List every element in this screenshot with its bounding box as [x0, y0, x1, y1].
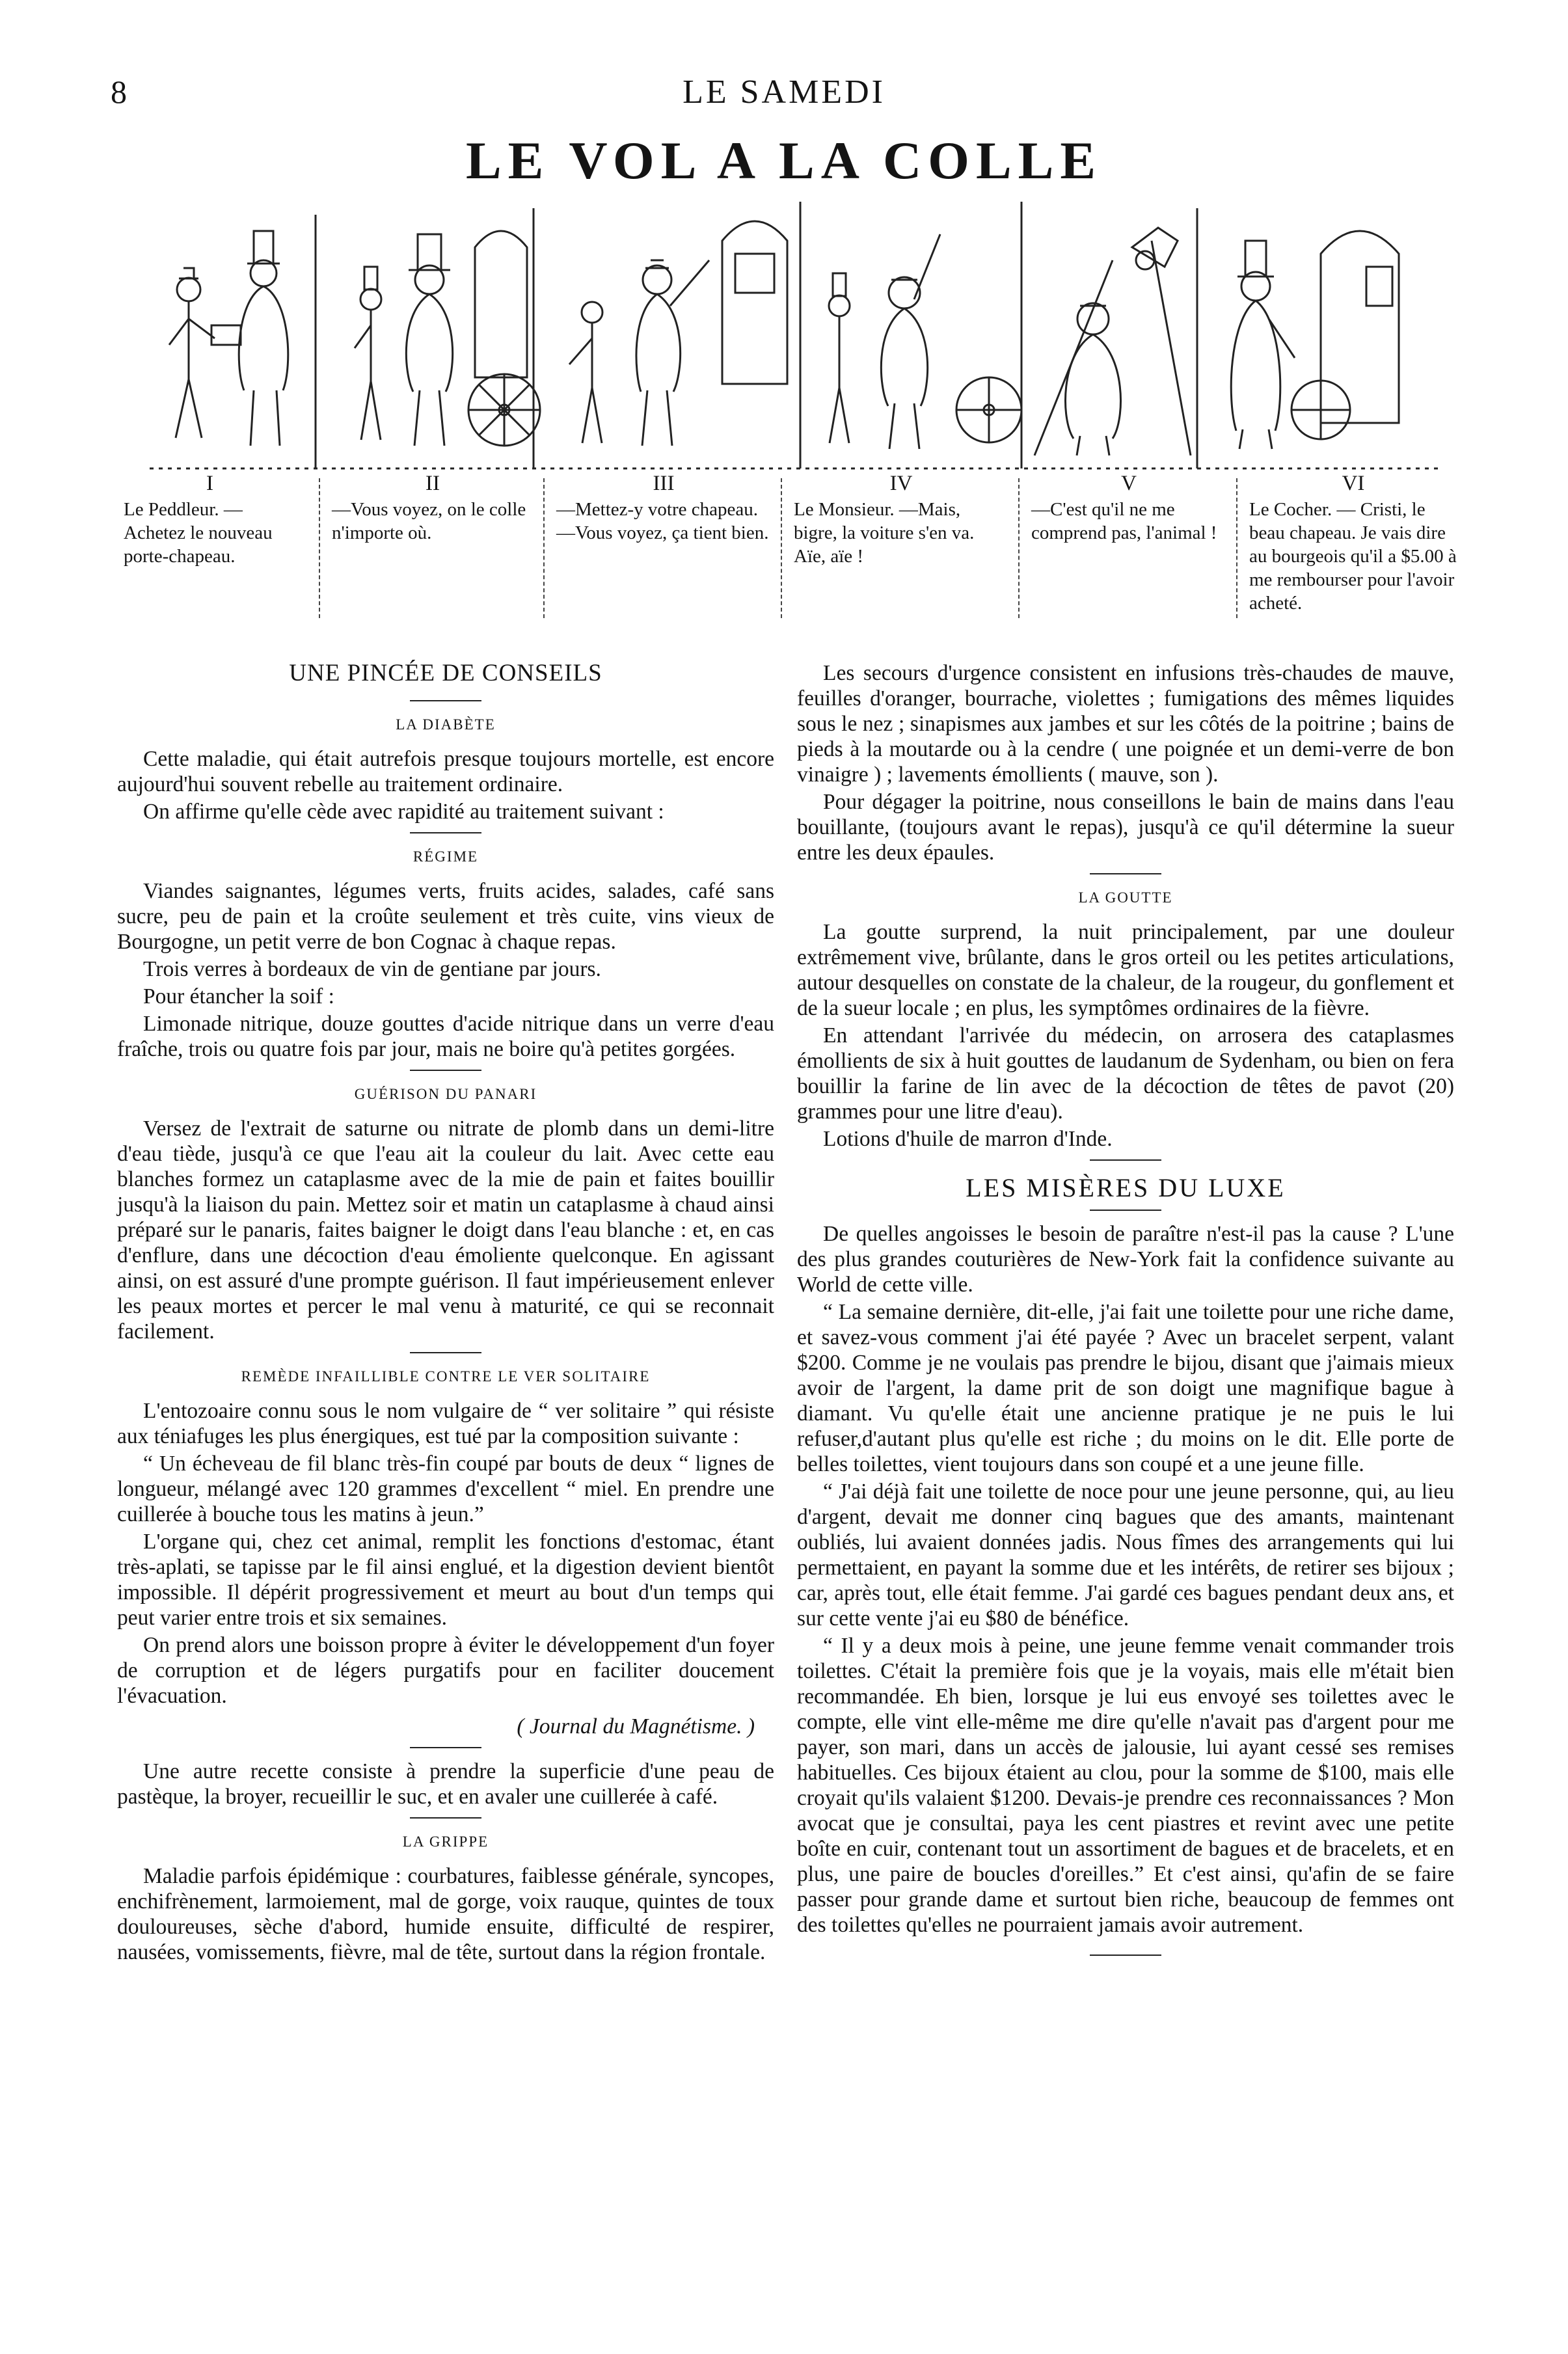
paragraph: Une autre recette consiste à prendre la superficie d'une peau de pastèque, la broyer, recueillir le suc, et en avaler une cuillerée à café. — [117, 1759, 774, 1809]
paragraph: Viandes saignantes, légumes verts, fruits acides, salades, café sans sucre, peu de pain et la croûte seulement et très cuite, vins vieux de Bourgogne, un petit verre de bon Cognac à chaque repas. — [117, 879, 774, 954]
divider — [1090, 1210, 1161, 1211]
caption-numeral: V — [1121, 472, 1137, 495]
subheading: LA DIABÈTE — [396, 716, 496, 733]
caption-numeral: I — [206, 472, 213, 495]
divider — [1090, 873, 1161, 874]
subheading: LA GOUTTE — [1078, 889, 1173, 906]
caption-divider — [1236, 478, 1237, 618]
caption-text: Le Peddleur. — Achetez le nouveau porte-chapeau. — [124, 499, 273, 567]
panel-6-figures — [1231, 231, 1399, 449]
caption-3 — [556, 472, 771, 545]
paragraph: On affirme qu'elle cède avec rapidité au traitement suivant : — [143, 800, 664, 824]
caption-6 — [1249, 472, 1457, 615]
divider — [410, 1817, 481, 1819]
paragraph: Lotions d'huile de marron d'Inde. — [823, 1127, 1113, 1151]
caption-numeral: III — [653, 472, 675, 495]
paragraph: “ Un écheveau de fil blanc très-fin coupé par bouts de deux “ lignes de longueur, mélangé avec 120 grammes d'excellent “ miel. En prendre une cuillerée à bouche tous les matins à jeun.” — [117, 1452, 774, 1526]
caption-text: —Vous voyez, on le colle n'importe où. — [332, 499, 526, 543]
right-column — [797, 660, 1454, 1956]
comic-title: LE VOL A LA COLLE — [465, 131, 1103, 190]
paragraph: Pour dégager la poitrine, nous conseillons le bain de mains dans l'eau bouillante, (toujours avant le repas), jusqu'à ce qu'il détermine la sueur entre les deux épaules. — [797, 790, 1454, 865]
source-citation: ( Journal du Magnétisme. ) — [517, 1714, 755, 1738]
subheading: GUÉRISON DU PANARI — [354, 1086, 537, 1102]
paragraph: L'organe qui, chez cet animal, remplit les fonctions d'estomac, étant très-aplati, se tapisse par le fil ainsi englué, et la digestion devient bientôt impossible. Il dépérit progressivement et meurt au bout d'un temps qui peut varier entre trois et six semaines. — [117, 1530, 774, 1630]
caption-numeral: IV — [889, 472, 913, 495]
paragraph: Pour étancher la soif : — [143, 984, 334, 1008]
paragraph: Cette maladie, qui était autrefois presque toujours mortelle, est encore aujourd'hui souvent rebelle au traitement ordinaire. — [117, 747, 774, 796]
caption-5 — [1031, 472, 1226, 545]
left-column — [117, 660, 774, 1967]
paragraph: Versez de l'extrait de saturne ou nitrate de plomb dans un demi-litre d'eau tiède, jusqu'à ce que l'eau ait la couleur du lait. Avec cette eau blanches formez un cataplasme avec de la mie de pain et faites bouillir jusqu'à la liaison du pain. Mettez soir et matin un cataplasme à chaud ainsi préparé sur le panaris, faites baigner le doigt dans l'eau blanche : et, en cas d'enflure, dans une décoction d'eau émoliente quelconque. En agissant ainsi, on est assuré d'une prompte guérison. Il faut impérieusement enlever les peaux mortes et percer le mal venu à maturité, ce qui se reconnait facilement. — [117, 1116, 774, 1344]
divider — [1090, 1159, 1161, 1161]
caption-divider — [781, 478, 782, 618]
subheading: LA GRIPPE — [402, 1833, 489, 1850]
divider — [410, 1070, 481, 1071]
subheading: RÉGIME — [412, 848, 479, 865]
divider — [410, 1747, 481, 1748]
paragraph: En attendant l'arrivée du médecin, on arrosera des cataplasmes émollients de six à huit gouttes de laudanum de Sydenham, ou bien on fera bouillir la farine de lin avec de la décoction de têtes de pavot (20) grammes pour une litre d'eau). — [797, 1023, 1454, 1124]
page-number: 8 — [111, 74, 127, 110]
panel-4-figures — [829, 234, 1021, 449]
paragraph: Limonade nitrique, douze gouttes d'acide nitrique dans un verre d'eau fraîche, trois ou quatre fois par jour, mais ne boire qu'à petites gorgées. — [117, 1012, 774, 1061]
divider — [410, 1352, 481, 1353]
caption-text: Le Monsieur. —Mais, bigre, la voiture s'en va. Aïe, aïe ! — [794, 499, 975, 567]
caption-numeral: II — [426, 472, 440, 495]
paragraph: De quelles angoisses le besoin de paraître n'est-il pas la cause ? L'une des plus grandes couturières de New-York fait la confidence suivante au World de cette ville. — [797, 1222, 1454, 1297]
panel-5-figures — [1034, 228, 1191, 455]
panel-3-figures — [569, 221, 787, 446]
caption-1 — [124, 472, 296, 568]
paragraph: L'entozoaire connu sous le nom vulgaire de “ ver solitaire ” qui résiste aux téniafuges les plus énergiques, est tué par la composition suivante : — [117, 1399, 774, 1448]
paragraph: Trois verres à bordeaux de vin de gentiane par jours. — [143, 957, 601, 981]
comic-captions — [124, 472, 1457, 628]
caption-2 — [332, 472, 534, 545]
section-title: UNE PINCÉE DE CONSEILS — [289, 660, 602, 686]
caption-numeral: VI — [1342, 472, 1365, 495]
caption-text: —C'est qu'il ne me comprend pas, l'animal ! — [1031, 499, 1217, 543]
comic-strip-illustration — [150, 195, 1438, 481]
caption-text: Le Cocher. — Cristi, le beau chapeau. Je vais dire au bourgeois qu'il a $5.00 à me rembourser pour l'avoir acheté. — [1249, 499, 1457, 614]
section-title: LES MISÈRES DU LUXE — [966, 1173, 1286, 1202]
caption-text: —Mettez-y votre chapeau. —Vous voyez, ça tient bien. — [556, 499, 769, 543]
subheading: REMÈDE INFAILLIBLE CONTRE LE VER SOLITAIRE — [241, 1368, 651, 1385]
divider — [410, 832, 481, 833]
paragraph: La goutte surprend, la nuit principalement, par une douleur extrêmement vive, brûlante, dans le gros orteil ou les petites articulations, autour desquelles on constate de la chaleur, de la rougeur, du gonflement et de la sueur locale ; en plus, les symptômes ordinaires de la fièvre. — [797, 920, 1454, 1020]
panel-1-figures — [169, 231, 288, 446]
paragraph: “ J'ai déjà fait une toilette de noce pour une jeune personne, qui, au lieu d'argent, devait me donner cinq bagues que des amants, maintenant oubliés, lui avaient données jadis. Nous fîmes des arrangements qui lui permettaient, en payant la somme due et les intérêts, de retirer ses bijoux ; car, après tout, elle était femme. J'ai gardé ces bagues pendant deux ans, et sur cette vente j'ai eu $80 de bénéfice. — [797, 1480, 1454, 1630]
caption-4 — [794, 472, 1008, 568]
paragraph: “ Il y a deux mois à peine, une jeune femme venait commander trois toilettes. C'était la première fois que je la voyais, mais elle m'était bien recommandée. Eh bien, lorsque je lui eus envoyé ses toilettes avec le compte, elle vint elle-même me dire qu'elle n'avait pas d'argent pour me payer, son mari, dans un accès de jalousie, lui ayant cessé ses remises habituelles. Ces bijoux étaient au clou, pour la somme de $100, mais elle croyait qu'ils valaient $1200. Devais-je prendre ces reconnaissances ? Mon avocat que je consultai, paya les cent piastres et revint avec une petite boîte en cuir, contenant tout un assortiment de bagues et de bracelets, et en plus, une paire de boucles d'oreilles.” Et c'est ainsi, qu'afin de se faire passer pour grande dame et surtout bien riche, beaucoup de femmes ont des toilettes qu'elles ne pourraient jamais avoir autrement. — [797, 1634, 1454, 1937]
caption-divider — [1018, 478, 1020, 618]
paragraph: “ La semaine dernière, dit-elle, j'ai fait une toilette pour une riche dame, et savez-vous comment j'ai été payée ? Avec un bracelet serpent, valant $200. Comme je ne voulais pas prendre le bijou, disant que j'aimais mieux avoir de l'argent, la dame prit de son doigt une magnifique bague à diamant. Vu qu'elle était une ancienne pratique je ne puis le lui refuser,d'autant plus qu'elle est riche ; du moins on le dit. Elle porte de belles toilettes, vient toujours dans son coupé et a une jeune fille. — [797, 1300, 1454, 1476]
paragraph: On prend alors une boisson propre à éviter le développement d'un foyer de corruption et de légers purgatifs pour en faciliter doucement l'évacuation. — [117, 1633, 774, 1708]
divider — [410, 700, 481, 701]
paragraph: Les secours d'urgence consistent en infusions très-chaudes de mauve, feuilles d'oranger, bourrache, violettes ; fumigations des mêmes liquides sous le nez ; sinapismes aux jambes et sur les côtés de la poitrine ; bains de pieds à la moutarde ou à la cendre ( une poignée et un demi-verre de bon vinaigre ) ; lavements émollients ( mauve, son ). — [797, 661, 1454, 787]
caption-divider — [543, 478, 545, 618]
end-rule — [1090, 1955, 1161, 1956]
caption-divider — [319, 478, 320, 618]
panel-2-figures — [355, 231, 540, 446]
running-title: LE SAMEDI — [683, 74, 885, 111]
paragraph: Maladie parfois épidémique : courbatures, faiblesse générale, syncopes, enchifrènement, larmoiement, mal de gorge, voix rauque, quintes de toux douloureuses, sèche d'abord, humide ensuite, difficulté de respirer, nausées, vomissements, fièvre, mal de tête, surtout dans la région frontale. — [117, 1864, 774, 1964]
